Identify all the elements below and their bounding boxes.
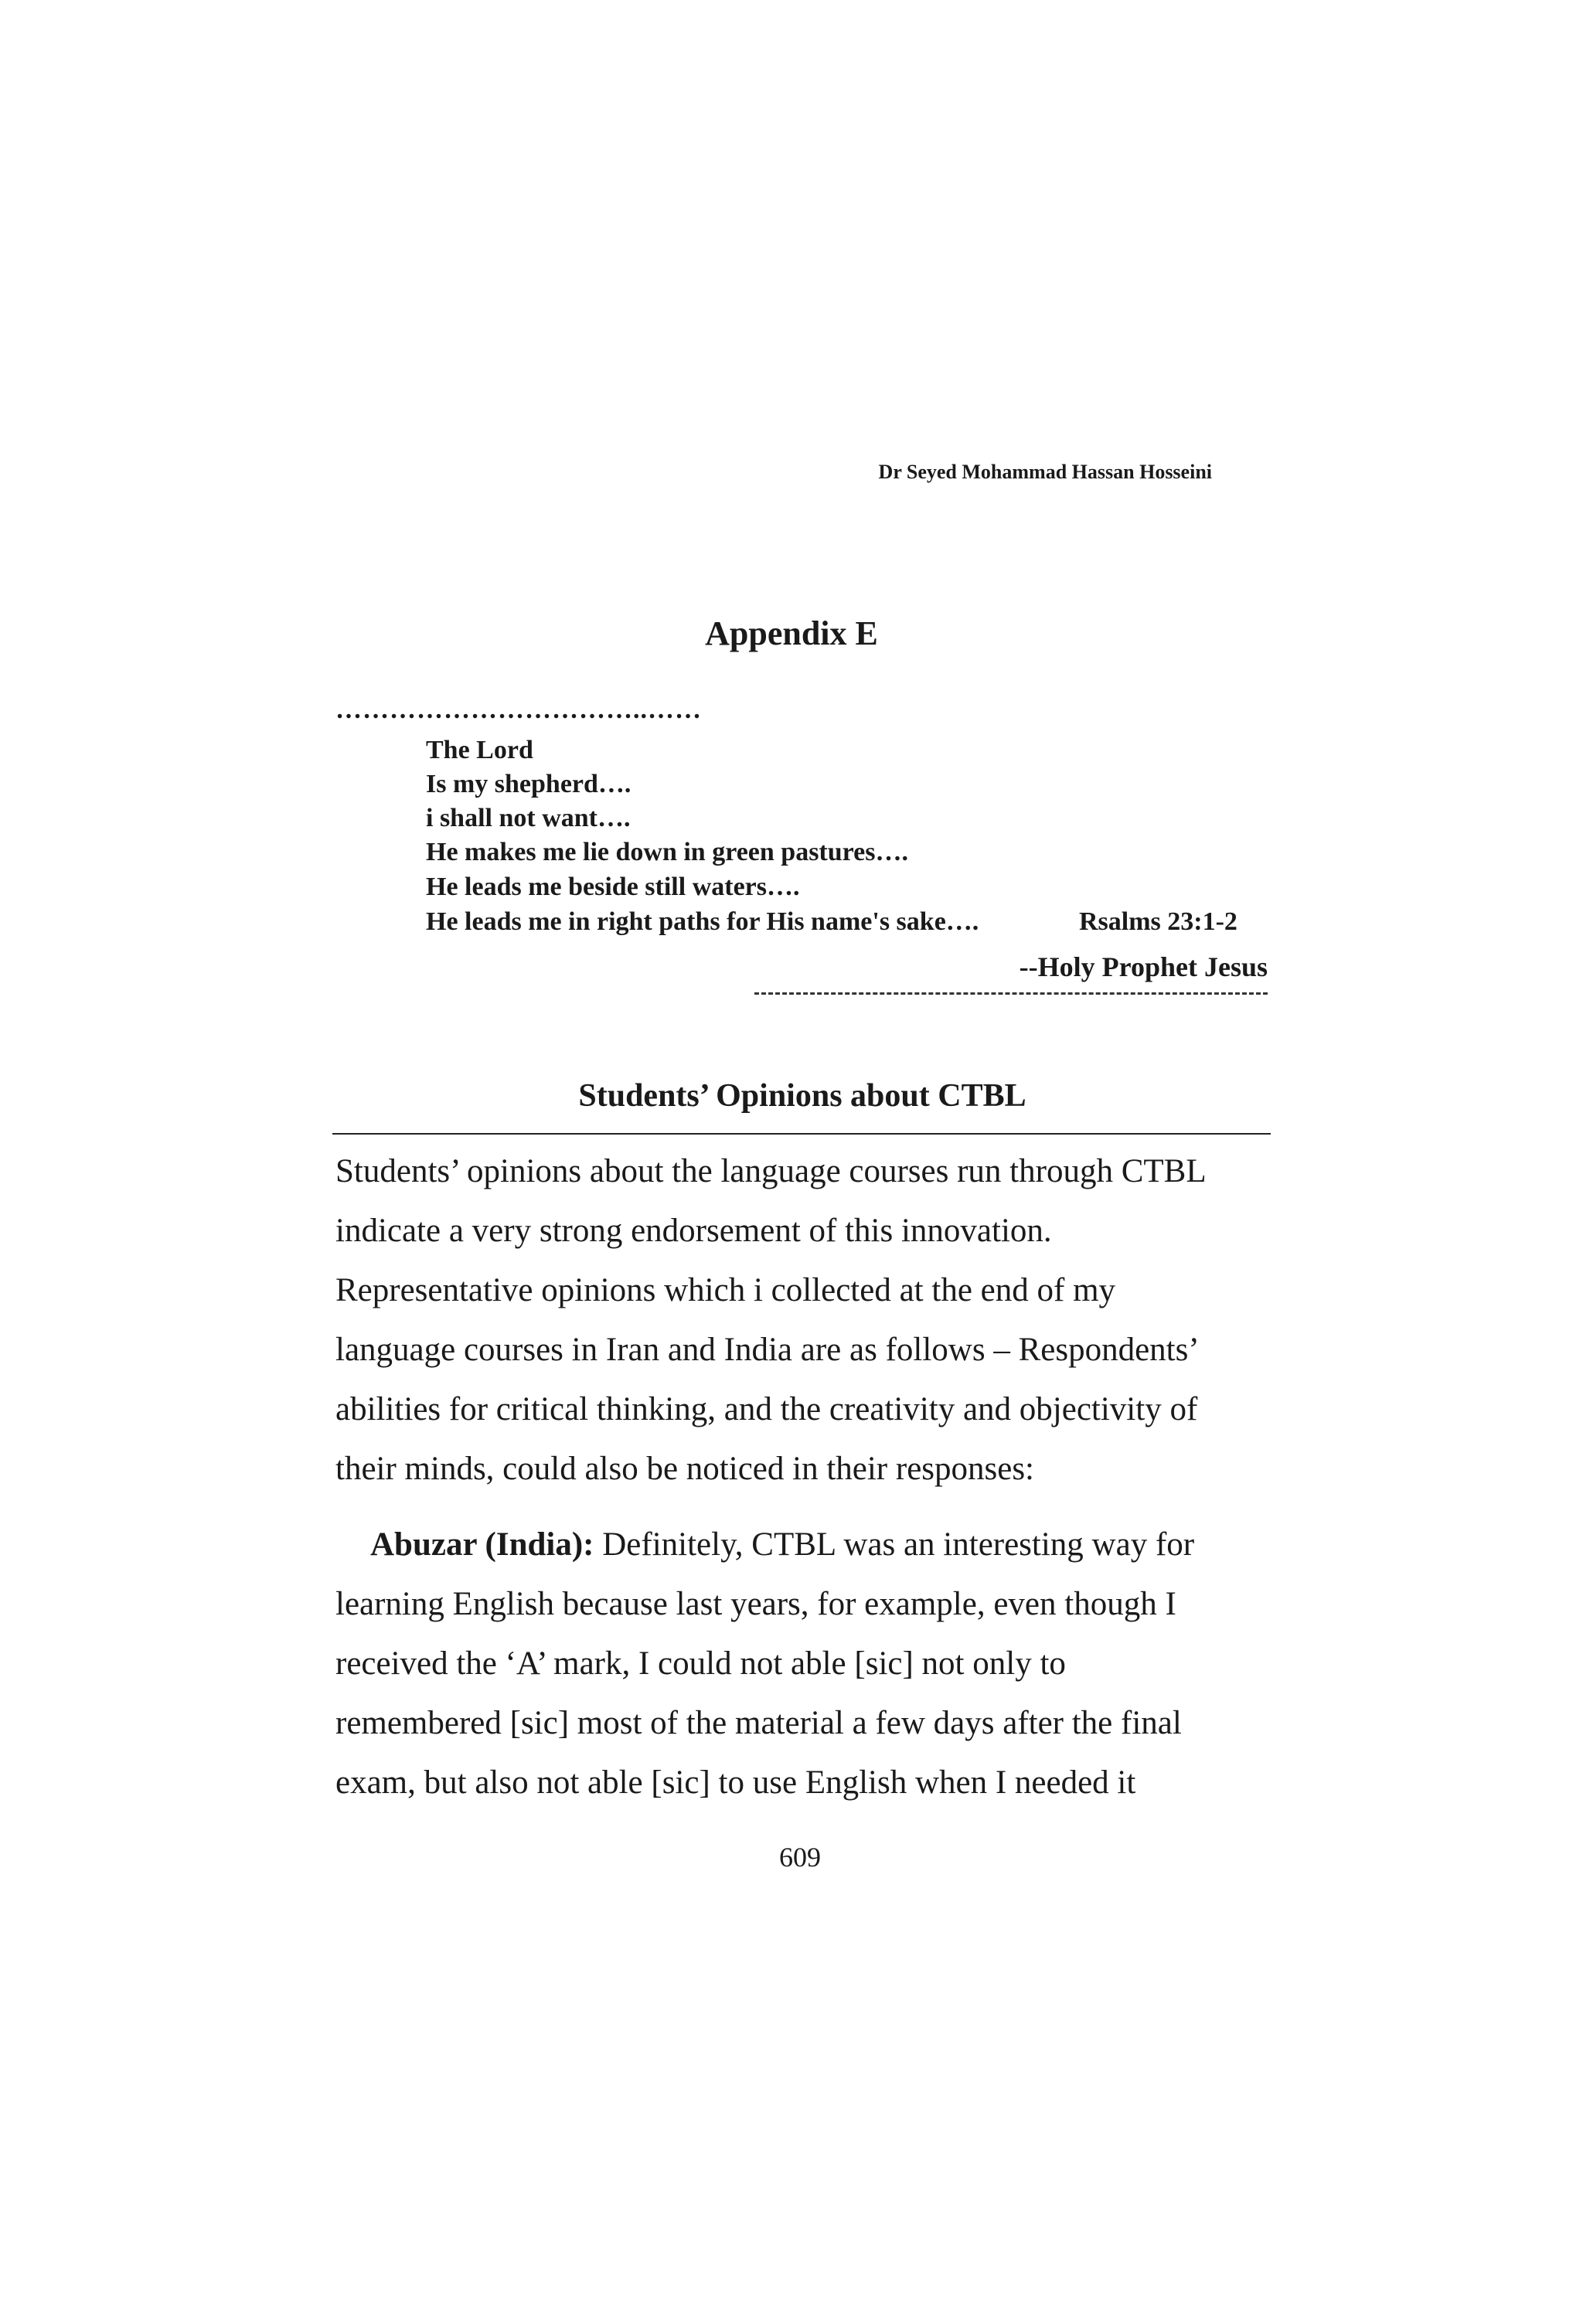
paragraph-line: Representative opinions which i collected at the end of my xyxy=(335,1272,1116,1308)
epigraph-citation: Rsalms 23:1-2 xyxy=(1079,907,1237,936)
epigraph-line: He makes me lie down in green pastures…. xyxy=(426,838,908,866)
quote-line: remembered [sic] most of the material a few days after the final xyxy=(335,1705,1182,1741)
epigraph-line: Is my shepherd…. xyxy=(426,770,631,798)
epigraph-line: The Lord xyxy=(426,736,533,764)
quote-first-line xyxy=(370,1528,1194,1561)
section-rule xyxy=(332,1133,1271,1135)
paragraph-line: Students’ opinions about the language courses run through CTBL xyxy=(335,1153,1207,1189)
epigraph-line: i shall not want…. xyxy=(426,804,631,832)
epigraph-line: He leads me beside still waters…. xyxy=(426,873,800,901)
paragraph-line: their minds, could also be noticed in their responses: xyxy=(335,1451,1035,1487)
quote-line: learning English because last years, for example, even though I xyxy=(335,1586,1176,1622)
quote-line: exam, but also not able [sic] to use English when I needed it xyxy=(335,1764,1136,1801)
epigraph-dots: ……………………………..…… xyxy=(335,696,702,724)
section-title: Students’ Opinions about CTBL xyxy=(578,1078,1026,1114)
quote-text: Definitely, CTBL was an interesting way for xyxy=(594,1526,1195,1563)
running-head: Dr Seyed Mohammad Hassan Hosseini xyxy=(878,461,1212,483)
page-number: 609 xyxy=(779,1842,821,1873)
appendix-title: Appendix E xyxy=(705,614,878,652)
epigraph-attribution: --Holy Prophet Jesus xyxy=(1019,951,1268,982)
speaker-name: Abuzar (India): xyxy=(370,1526,594,1563)
paragraph-line: language courses in Iran and India are as follows – Respondents’ xyxy=(335,1332,1200,1368)
quote-line: received the ‘A’ mark, I could not able [sic] not only to xyxy=(335,1645,1066,1682)
epigraph-line: He leads me in right paths for His name's sake…. xyxy=(426,907,979,936)
dashed-divider xyxy=(754,992,1268,995)
paragraph-line: abilities for critical thinking, and the creativity and objectivity of xyxy=(335,1391,1198,1427)
paragraph-line: indicate a very strong endorsement of this innovation. xyxy=(335,1213,1052,1249)
